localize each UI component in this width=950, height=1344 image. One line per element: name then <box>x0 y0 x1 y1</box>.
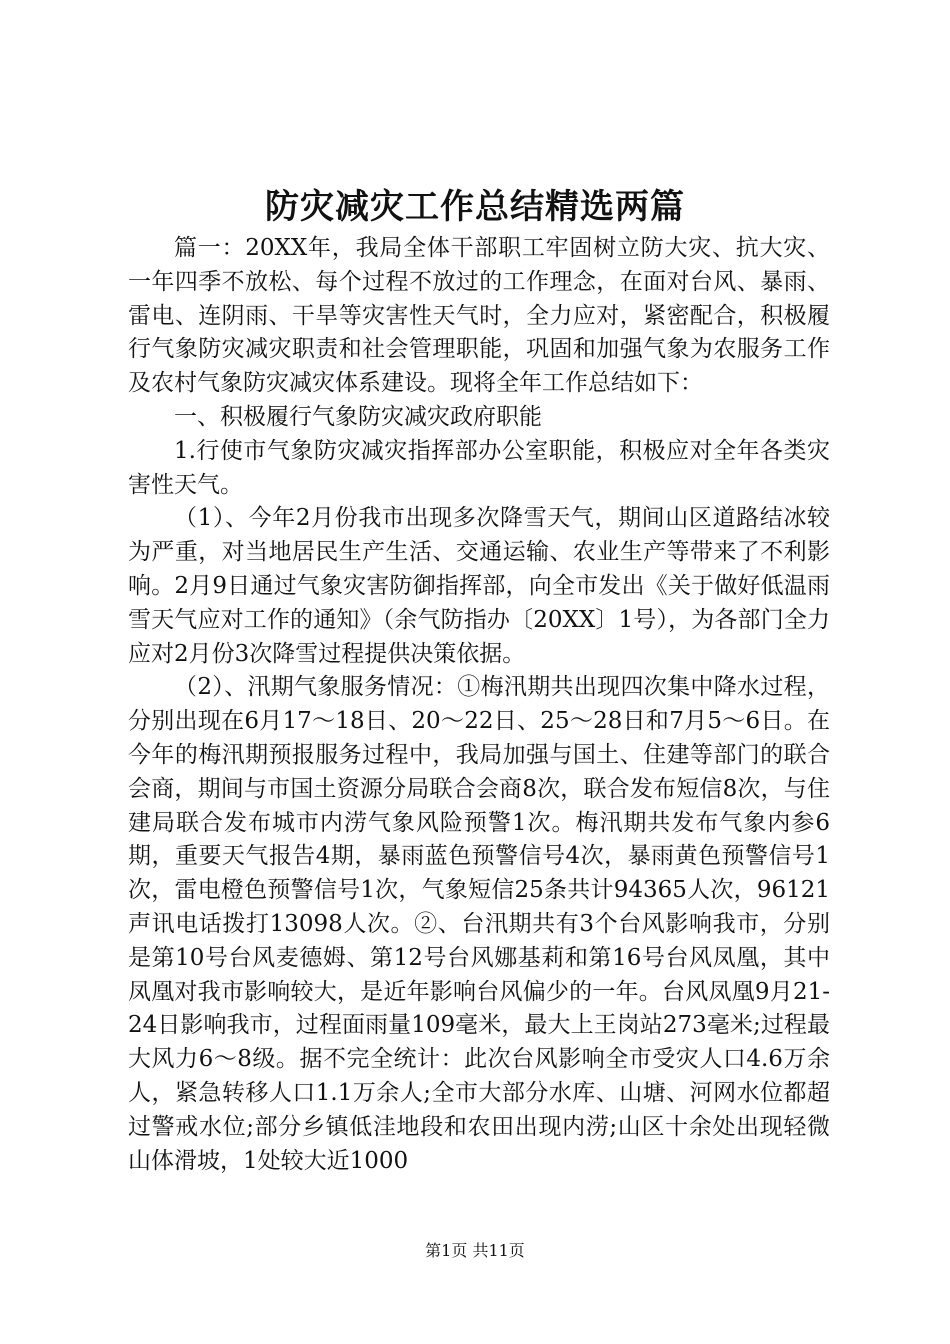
document-title: 防灾减灾工作总结精选两篇 <box>265 187 685 227</box>
paragraph-snow: （1）、今年2月份我市出现多次降雪天气，期间山区道路结冰较为严重，对当地居民生产生活、交通运输、农业生产等带来了不利影响。2月9日通过气象灾害防御指挥部，向全市发出《关于做好低温雨雪天气应对工作的通知》（余气防指办〔20XX〕1号），为各部门全力应对2月份3次降雪过程提供决策依据。 <box>128 505 830 667</box>
section-heading: 一、积极履行气象防灾减灾政府职能 <box>174 403 542 430</box>
page-footer: 第1页 共11页 <box>425 1241 525 1260</box>
document-body <box>128 232 830 1178</box>
paragraph-flood-season: （2）、汛期气象服务情况：①梅汛期共出现四次集中降水过程，分别出现在6月17～18日、20～22日、25～28日和7月5～6日。在今年的梅汛期预报服务过程中，我局加强与国土、住建等部门的联合会商，期间与市国土资源分局联合会商8次，联合发布短信8次，与住建局联合发布城市内涝气象风险预警1次。梅汛期共发布气象内参6期，重要天气报告4期，暴雨蓝色预警信号4次，暴雨黄色预警信号1次，雷电橙色预警信号1次，气象短信25条共计94365人次，96121声讯电话拨打13098人次。②、台汛期共有3个台风影响我市，分别是第10号台风麦德姆、第12号台风娜基莉和第16号台风凤凰，其中凤凰对我市影响较大，是近年影响台风偏少的一年。台风凤凰9月21-24日影响我市，过程面雨量109毫米，最大上王岗站273毫米;过程最大风力6～8级。据不完全统计：此次台风影响全市受灾人口4.6万余人，紧急转移人口1.1万余人;全市大部分水库、山塘、河网水位都超过警戒水位;部分乡镇低洼地段和农田出现内涝;山区十余处出现轻微山体滑坡，1处较大近1000 <box>128 674 830 1174</box>
paragraph-intro: 篇一：20XX年，我局全体干部职工牢固树立防大灾、抗大灾、一年四季不放松、每个过程不放过的工作理念，在面对台风、暴雨、雷电、连阴雨、干旱等灾害性天气时，全力应对，紧密配合，积极履行气象防灾减灾职责和社会管理职能，巩固和加强气象为农服务工作及农村气象防灾减灾体系建设。现将全年工作总结如下： <box>128 235 830 397</box>
paragraph-item-1: 1.行使市气象防灾减灾指挥部办公室职能，积极应对全年各类灾害性天气。 <box>128 437 830 498</box>
